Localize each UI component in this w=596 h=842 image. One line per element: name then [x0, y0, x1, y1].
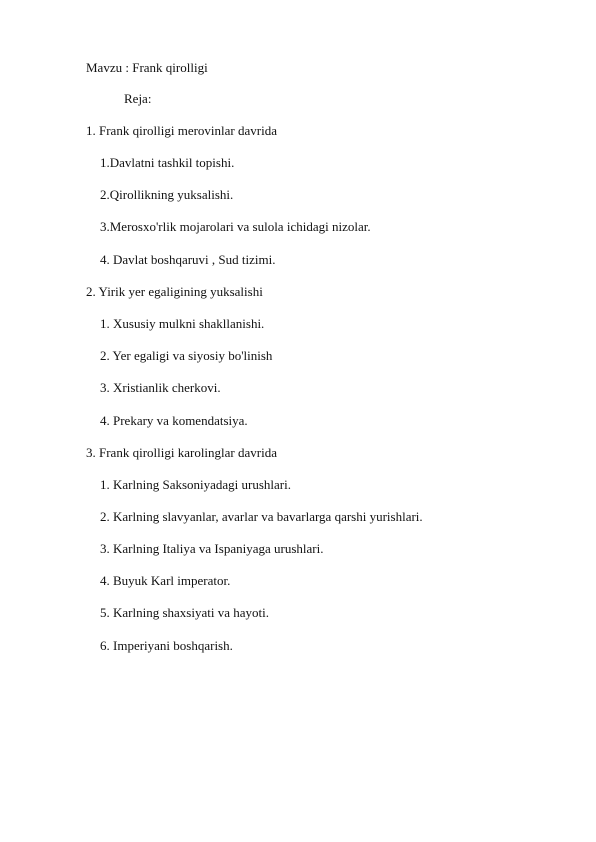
plan-item: 1. Xususiy mulkni shakllanishi. [100, 316, 265, 331]
plan-item: 1. Karlning Saksoniyadagi urushlari. [100, 477, 291, 492]
plan-item: 2.Qirollikning yuksalishi. [100, 187, 234, 202]
plan-item: 6. Imperiyani boshqarish. [100, 638, 233, 653]
section-title: 2. Yirik yer egaligining yuksalishi [86, 284, 263, 299]
plan-item: 4. Buyuk Karl imperator. [100, 573, 231, 588]
plan-label: Reja: [124, 91, 152, 106]
topic-line: Mavzu : Frank qirolligi [86, 60, 208, 75]
plan-item: 2. Yer egaligi va siyosiy bo'linish [100, 348, 273, 363]
plan-item: 5. Karlning shaxsiyati va hayoti. [100, 605, 269, 620]
plan-item: 4. Davlat boshqaruvi , Sud tizimi. [100, 252, 276, 267]
plan-item: 3. Xristianlik cherkovi. [100, 380, 221, 395]
plan-item: 1.Davlatni tashkil topishi. [100, 155, 235, 170]
section-title: 3. Frank qirolligi karolinglar davrida [86, 445, 277, 460]
section-title: 1. Frank qirolligi merovinlar davrida [86, 123, 277, 138]
plan-item: 4. Prekary va komendatsiya. [100, 413, 248, 428]
plan-item: 2. Karlning slavyanlar, avarlar va bavarlarga qarshi yurishlari. [100, 509, 423, 524]
plan-item: 3.Merosxo'rlik mojarolari va sulola ichidagi nizolar. [100, 219, 371, 234]
plan-item: 3. Karlning Italiya va Ispaniyaga urushlari. [100, 541, 324, 556]
